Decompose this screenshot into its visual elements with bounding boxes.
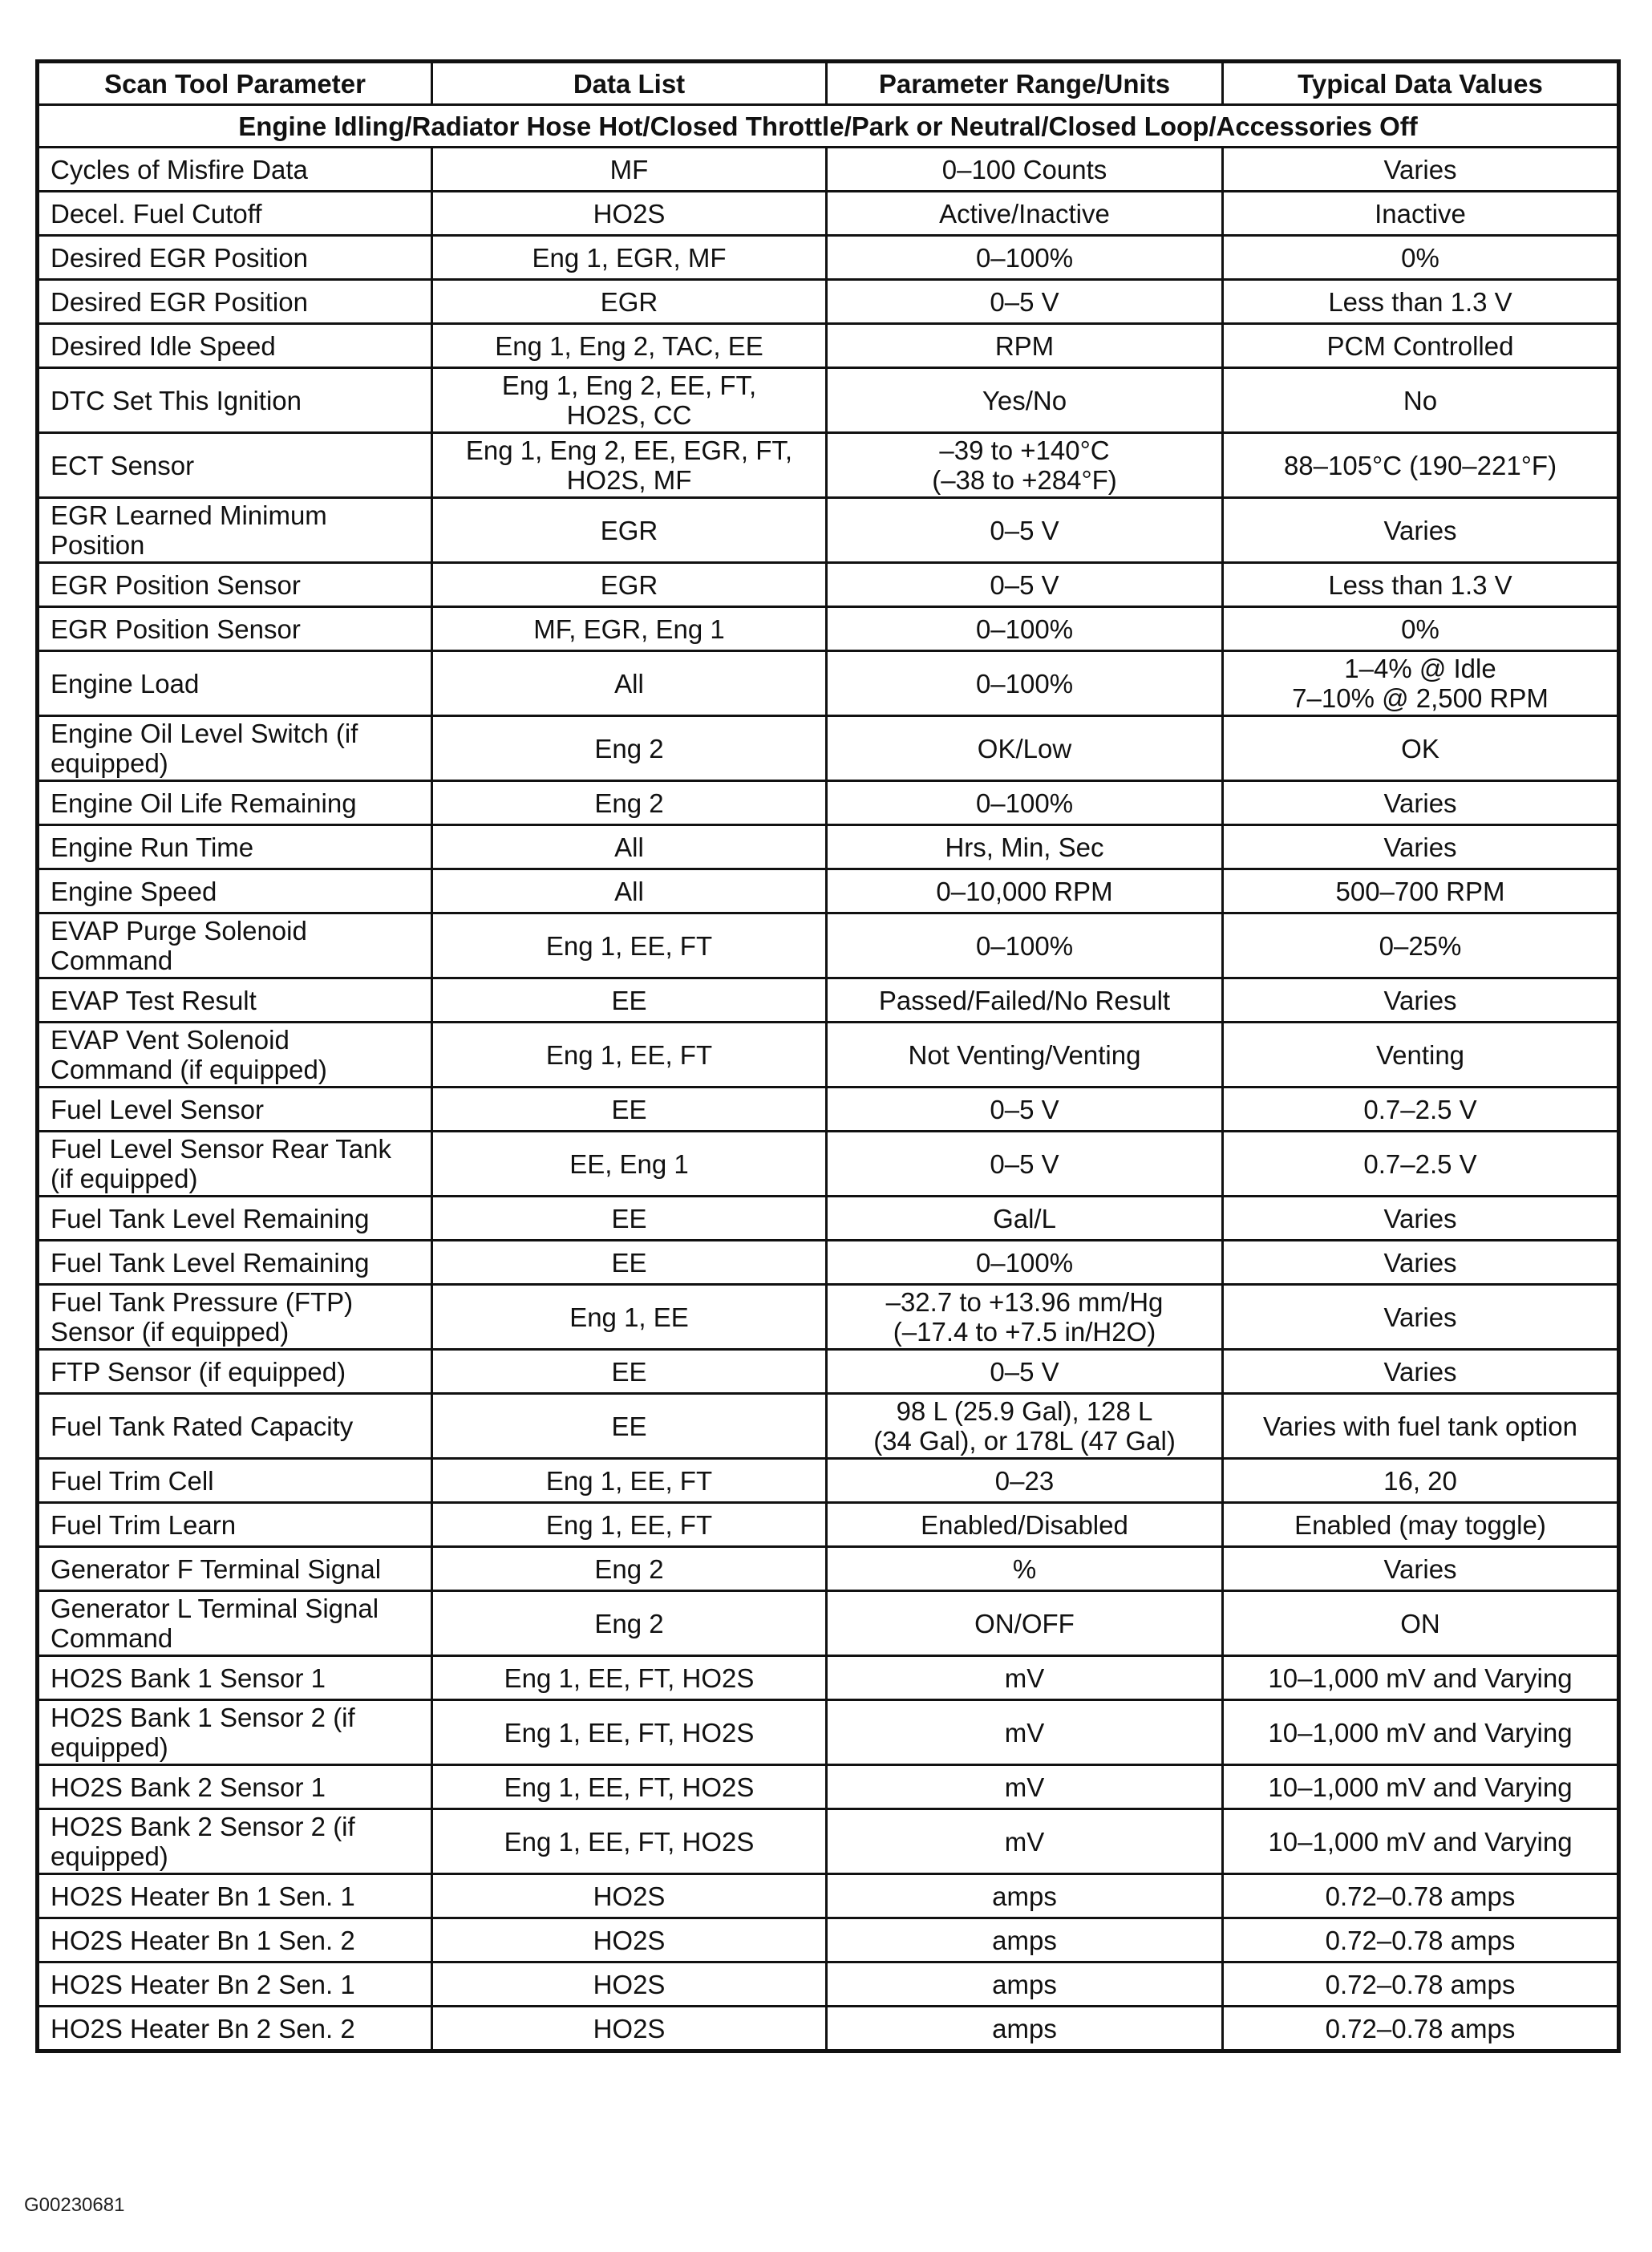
typical-value: 0.72–0.78 amps <box>1223 1962 1619 2007</box>
parameter-name: HO2S Bank 1 Sensor 1 <box>38 1656 432 1700</box>
table-row <box>38 1132 1619 1197</box>
typical-value: Varies <box>1223 498 1619 563</box>
data-list: EE, Eng 1 <box>432 1132 827 1197</box>
parameter-range: 0–5 V <box>827 1350 1223 1394</box>
parameter-name: Generator F Terminal Signal <box>38 1547 432 1591</box>
table-row <box>38 1241 1619 1285</box>
typical-value: Venting <box>1223 1023 1619 1088</box>
parameter-range: 0–5 V <box>827 1132 1223 1197</box>
table-row <box>38 563 1619 607</box>
typical-value: 500–700 RPM <box>1223 869 1619 913</box>
typical-value: PCM Controlled <box>1223 324 1619 368</box>
typical-value: ON <box>1223 1591 1619 1656</box>
data-list: EE <box>432 1394 827 1459</box>
typical-value: 0% <box>1223 236 1619 280</box>
typical-value: 10–1,000 mV and Varying <box>1223 1656 1619 1700</box>
data-list: EE <box>432 978 827 1023</box>
data-list: Eng 1, EE, FT <box>432 1023 827 1088</box>
typical-value: 1–4% @ Idle 7–10% @ 2,500 RPM <box>1223 651 1619 716</box>
table-row <box>38 1394 1619 1459</box>
header-row <box>38 62 1619 105</box>
parameter-name: Engine Oil Life Remaining <box>38 781 432 825</box>
parameter-range: 0–100% <box>827 607 1223 651</box>
parameter-name: Desired EGR Position <box>38 280 432 324</box>
data-list: HO2S <box>432 1962 827 2007</box>
typical-value: 0–25% <box>1223 913 1619 978</box>
parameter-range: 0–10,000 RPM <box>827 869 1223 913</box>
parameter-name: HO2S Heater Bn 1 Sen. 2 <box>38 1918 432 1962</box>
parameter-name: Cycles of Misfire Data <box>38 148 432 192</box>
parameter-range: mV <box>827 1809 1223 1874</box>
table-row <box>38 1591 1619 1656</box>
data-list: HO2S <box>432 192 827 236</box>
data-list: EE <box>432 1088 827 1132</box>
typical-value: 0% <box>1223 607 1619 651</box>
typical-value: Varies with fuel tank option <box>1223 1394 1619 1459</box>
parameter-range: mV <box>827 1765 1223 1809</box>
data-list: Eng 1, EE, FT <box>432 913 827 978</box>
parameter-range: 0–100% <box>827 781 1223 825</box>
table-row <box>38 1918 1619 1962</box>
table-row <box>38 324 1619 368</box>
typical-value: Varies <box>1223 1197 1619 1241</box>
data-list: Eng 1, EE, FT <box>432 1503 827 1547</box>
typical-value: Varies <box>1223 781 1619 825</box>
typical-value: OK <box>1223 716 1619 781</box>
typical-value: 0.72–0.78 amps <box>1223 2007 1619 2052</box>
parameter-name: EVAP Vent Solenoid Command (if equipped) <box>38 1023 432 1088</box>
parameter-range: Passed/Failed/No Result <box>827 978 1223 1023</box>
data-list: Eng 1, EE, FT, HO2S <box>432 1656 827 1700</box>
data-list: EGR <box>432 280 827 324</box>
table-row <box>38 236 1619 280</box>
parameter-name: EGR Position Sensor <box>38 563 432 607</box>
typical-value: Varies <box>1223 1547 1619 1591</box>
typical-value: 16, 20 <box>1223 1459 1619 1503</box>
parameter-name: HO2S Bank 2 Sensor 2 (if equipped) <box>38 1809 432 1874</box>
operating-condition: Engine Idling/Radiator Hose Hot/Closed Throttle/Park or Neutral/Closed Loop/Accessories Off <box>38 105 1619 148</box>
parameter-range: Not Venting/Venting <box>827 1023 1223 1088</box>
typical-value: Varies <box>1223 148 1619 192</box>
parameter-name: HO2S Heater Bn 1 Sen. 1 <box>38 1874 432 1918</box>
data-list: EE <box>432 1197 827 1241</box>
parameter-range: 0–5 V <box>827 1088 1223 1132</box>
data-list: HO2S <box>432 1874 827 1918</box>
typical-value: Varies <box>1223 825 1619 869</box>
data-list: Eng 1, EE, FT, HO2S <box>432 1765 827 1809</box>
parameter-name: Fuel Level Sensor <box>38 1088 432 1132</box>
data-list: All <box>432 651 827 716</box>
typical-value: Less than 1.3 V <box>1223 280 1619 324</box>
parameter-range: 0–100% <box>827 1241 1223 1285</box>
parameter-range: 0–100 Counts <box>827 148 1223 192</box>
header-parameter-range-units: Parameter Range/Units <box>827 62 1223 105</box>
parameter-range: amps <box>827 1918 1223 1962</box>
parameter-range: 0–100% <box>827 236 1223 280</box>
parameter-name: Fuel Level Sensor Rear Tank (if equipped) <box>38 1132 432 1197</box>
header-scan-tool-parameter: Scan Tool Parameter <box>38 62 432 105</box>
table-row <box>38 1350 1619 1394</box>
parameter-range: ON/OFF <box>827 1591 1223 1656</box>
data-list: EGR <box>432 563 827 607</box>
data-list: MF, EGR, Eng 1 <box>432 607 827 651</box>
table-row <box>38 1962 1619 2007</box>
parameter-range: RPM <box>827 324 1223 368</box>
parameter-name: Fuel Trim Cell <box>38 1459 432 1503</box>
parameter-name: Engine Run Time <box>38 825 432 869</box>
table-row <box>38 433 1619 498</box>
table-row <box>38 368 1619 433</box>
parameter-range: –32.7 to +13.96 mm/Hg (–17.4 to +7.5 in/H2O) <box>827 1285 1223 1350</box>
data-list: Eng 2 <box>432 1547 827 1591</box>
table-row <box>38 1197 1619 1241</box>
typical-value: 10–1,000 mV and Varying <box>1223 1765 1619 1809</box>
parameter-name: Fuel Trim Learn <box>38 1503 432 1547</box>
parameter-name: Engine Speed <box>38 869 432 913</box>
parameter-name: Generator L Terminal Signal Command <box>38 1591 432 1656</box>
typical-value: Varies <box>1223 1350 1619 1394</box>
parameter-range: amps <box>827 2007 1223 2052</box>
table-row <box>38 498 1619 563</box>
typical-value: 0.72–0.78 amps <box>1223 1874 1619 1918</box>
data-list: Eng 1, EE, FT, HO2S <box>432 1809 827 1874</box>
typical-value: 10–1,000 mV and Varying <box>1223 1700 1619 1765</box>
typical-value: 88–105°C (190–221°F) <box>1223 433 1619 498</box>
table-row <box>38 825 1619 869</box>
typical-value: Varies <box>1223 1285 1619 1350</box>
data-list: Eng 2 <box>432 716 827 781</box>
table-row <box>38 1503 1619 1547</box>
typical-value: 0.72–0.78 amps <box>1223 1918 1619 1962</box>
data-list: EGR <box>432 498 827 563</box>
data-list: Eng 1, EE <box>432 1285 827 1350</box>
parameter-range: mV <box>827 1700 1223 1765</box>
parameter-range: 0–5 V <box>827 498 1223 563</box>
data-list: Eng 2 <box>432 781 827 825</box>
parameter-range: 0–5 V <box>827 280 1223 324</box>
data-list: EE <box>432 1241 827 1285</box>
data-list: EE <box>432 1350 827 1394</box>
typical-value: Varies <box>1223 978 1619 1023</box>
data-list: Eng 1, Eng 2, EE, EGR, FT, HO2S, MF <box>432 433 827 498</box>
parameter-name: Fuel Tank Pressure (FTP) Sensor (if equipped) <box>38 1285 432 1350</box>
parameter-range: Enabled/Disabled <box>827 1503 1223 1547</box>
parameter-range: 0–100% <box>827 651 1223 716</box>
table-row <box>38 716 1619 781</box>
typical-value: 0.7–2.5 V <box>1223 1132 1619 1197</box>
data-list: All <box>432 825 827 869</box>
parameter-name: HO2S Bank 2 Sensor 1 <box>38 1765 432 1809</box>
data-list: MF <box>432 148 827 192</box>
table-row <box>38 869 1619 913</box>
data-list: Eng 1, EGR, MF <box>432 236 827 280</box>
typical-value: 0.7–2.5 V <box>1223 1088 1619 1132</box>
scan-tool-data-table <box>35 59 1621 2053</box>
parameter-range: Hrs, Min, Sec <box>827 825 1223 869</box>
data-list: HO2S <box>432 1918 827 1962</box>
table-row <box>38 1656 1619 1700</box>
parameter-name: Engine Oil Level Switch (if equipped) <box>38 716 432 781</box>
parameter-name: Fuel Tank Level Remaining <box>38 1197 432 1241</box>
parameter-range: mV <box>827 1656 1223 1700</box>
table-row <box>38 1023 1619 1088</box>
table-row <box>38 1088 1619 1132</box>
parameter-name: FTP Sensor (if equipped) <box>38 1350 432 1394</box>
scan-tool-data-sheet <box>35 59 1617 2053</box>
typical-value: Inactive <box>1223 192 1619 236</box>
parameter-range: Active/Inactive <box>827 192 1223 236</box>
parameter-range: Gal/L <box>827 1197 1223 1241</box>
typical-value: No <box>1223 368 1619 433</box>
data-list: Eng 1, EE, FT <box>432 1459 827 1503</box>
parameter-name: HO2S Heater Bn 2 Sen. 1 <box>38 1962 432 2007</box>
data-list: Eng 1, Eng 2, TAC, EE <box>432 324 827 368</box>
table-row <box>38 1285 1619 1350</box>
table-body <box>38 105 1619 2052</box>
typical-value: Enabled (may toggle) <box>1223 1503 1619 1547</box>
table-row <box>38 1700 1619 1765</box>
table-row <box>38 607 1619 651</box>
data-list: Eng 1, EE, FT, HO2S <box>432 1700 827 1765</box>
parameter-name: ECT Sensor <box>38 433 432 498</box>
table-row <box>38 651 1619 716</box>
table-row <box>38 1765 1619 1809</box>
table-row <box>38 1874 1619 1918</box>
parameter-name: Desired EGR Position <box>38 236 432 280</box>
typical-value: Less than 1.3 V <box>1223 563 1619 607</box>
table-row <box>38 280 1619 324</box>
parameter-range: 0–23 <box>827 1459 1223 1503</box>
typical-value: Varies <box>1223 1241 1619 1285</box>
parameter-name: Desired Idle Speed <box>38 324 432 368</box>
table-row <box>38 192 1619 236</box>
parameter-range: –39 to +140°C (–38 to +284°F) <box>827 433 1223 498</box>
data-list: Eng 2 <box>432 1591 827 1656</box>
condition-row <box>38 105 1619 148</box>
data-list: All <box>432 869 827 913</box>
parameter-range: amps <box>827 1874 1223 1918</box>
parameter-name: HO2S Heater Bn 2 Sen. 2 <box>38 2007 432 2052</box>
parameter-range: % <box>827 1547 1223 1591</box>
parameter-range: OK/Low <box>827 716 1223 781</box>
header-data-list: Data List <box>432 62 827 105</box>
parameter-range: 0–5 V <box>827 563 1223 607</box>
parameter-name: EGR Position Sensor <box>38 607 432 651</box>
parameter-range: amps <box>827 1962 1223 2007</box>
table-row <box>38 1547 1619 1591</box>
table-row <box>38 978 1619 1023</box>
table-row <box>38 2007 1619 2052</box>
figure-id: G00230681 <box>24 2194 125 2216</box>
parameter-range: 98 L (25.9 Gal), 128 L (34 Gal), or 178L (47 Gal) <box>827 1394 1223 1459</box>
table-row <box>38 781 1619 825</box>
parameter-name: EVAP Purge Solenoid Command <box>38 913 432 978</box>
table-row <box>38 1809 1619 1874</box>
parameter-name: Fuel Tank Rated Capacity <box>38 1394 432 1459</box>
parameter-range: Yes/No <box>827 368 1223 433</box>
parameter-name: DTC Set This Ignition <box>38 368 432 433</box>
table-row <box>38 148 1619 192</box>
typical-value: 10–1,000 mV and Varying <box>1223 1809 1619 1874</box>
data-list: Eng 1, Eng 2, EE, FT, HO2S, CC <box>432 368 827 433</box>
parameter-name: Engine Load <box>38 651 432 716</box>
parameter-name: EGR Learned Minimum Position <box>38 498 432 563</box>
table-row <box>38 913 1619 978</box>
data-list: HO2S <box>432 2007 827 2052</box>
table-row <box>38 1459 1619 1503</box>
parameter-name: EVAP Test Result <box>38 978 432 1023</box>
parameter-name: HO2S Bank 1 Sensor 2 (if equipped) <box>38 1700 432 1765</box>
parameter-name: Decel. Fuel Cutoff <box>38 192 432 236</box>
parameter-name: Fuel Tank Level Remaining <box>38 1241 432 1285</box>
parameter-range: 0–100% <box>827 913 1223 978</box>
header-typical-data-values: Typical Data Values <box>1223 62 1619 105</box>
